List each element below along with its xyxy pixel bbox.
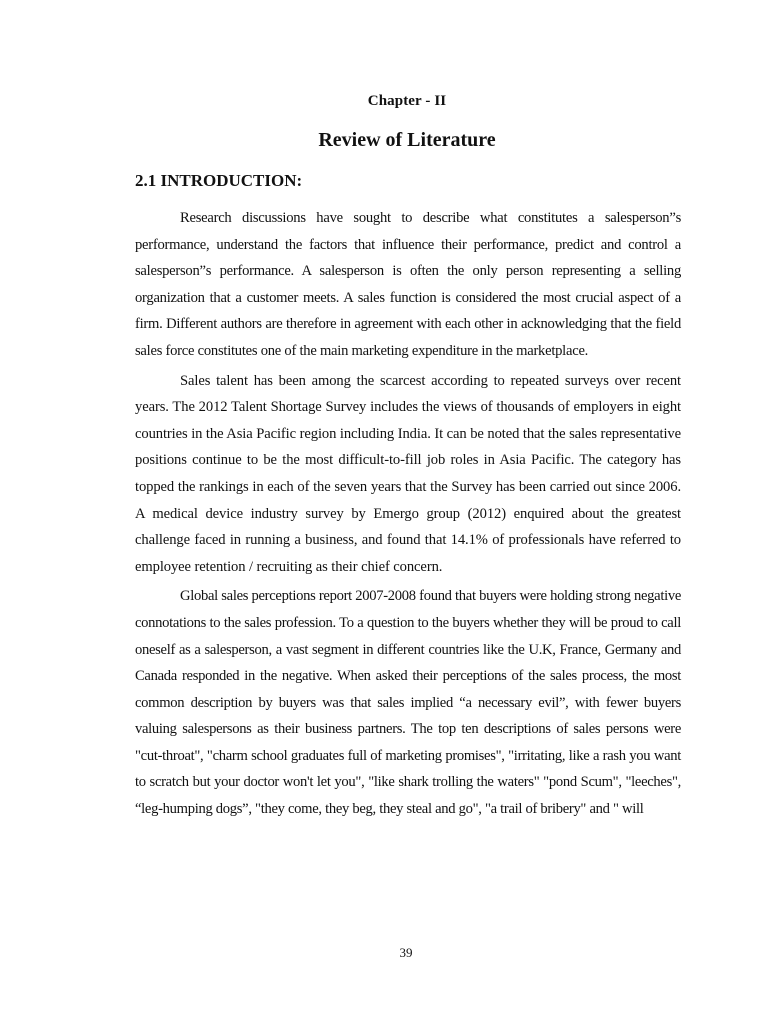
section-heading: 2.1 INTRODUCTION:: [135, 171, 303, 190]
chapter-title: Review of Literature: [318, 129, 496, 151]
page-number: 39: [399, 945, 413, 960]
paragraph: Global sales perceptions report 2007-2008 found that buyers were holding strong negative connotations to the sales profession. To a question to the buyers whether they will be proud to call oneself as a salesperson, a vast segment in different countries like the U.K, France, Germany and Canada responded in the negative. When asked their perceptions of the sales process, the most common description by buyers was that sales implied “a necessary evil”, with fewer buyers valuing salespersons as their business partners. The top ten descriptions of sales persons were "cut-throat", "charm school graduates full of marketing promises", "irritating, like a rash you want to scratch but your doctor won't let you", "like shark trolling the waters" "pond Scum", "leeches", “leg-humping dogs”, "they come, they beg, they steal and go", "a trail of bribery" and " will: [135, 588, 681, 818]
body-text: [135, 205, 681, 826]
paragraph: Sales talent has been among the scarcest according to repeated surveys over recent years. The 2012 Talent Shortage Survey includes the views of thousands of employers in eight countries in the Asia Pacific region including India. It can be noted that the sales representative positions continue to be the most difficult-to-fill job roles in Asia Pacific. The category has topped the rankings in each of the seven years that the Survey has been carried out since 2006. A medical device industry survey by Emergo group (2012) enquired about the greatest challenge faced in running a business, and found that 14.1% of professionals have referred to employee retention / recruiting as their chief concern.: [135, 372, 681, 575]
paragraph: Research discussions have sought to describe what constitutes a salesperson”s performance, understand the factors that influence their performance, predict and control a salesperson”s performance. A salesperson is often the only person representing a selling organization that a customer meets. A sales function is considered the most crucial aspect of a firm. Different authors are therefore in agreement with each other in acknowledging that the field sales force constitutes one of the main marketing expenditure in the marketplace.: [135, 210, 681, 359]
chapter-label: Chapter - II: [367, 93, 447, 109]
